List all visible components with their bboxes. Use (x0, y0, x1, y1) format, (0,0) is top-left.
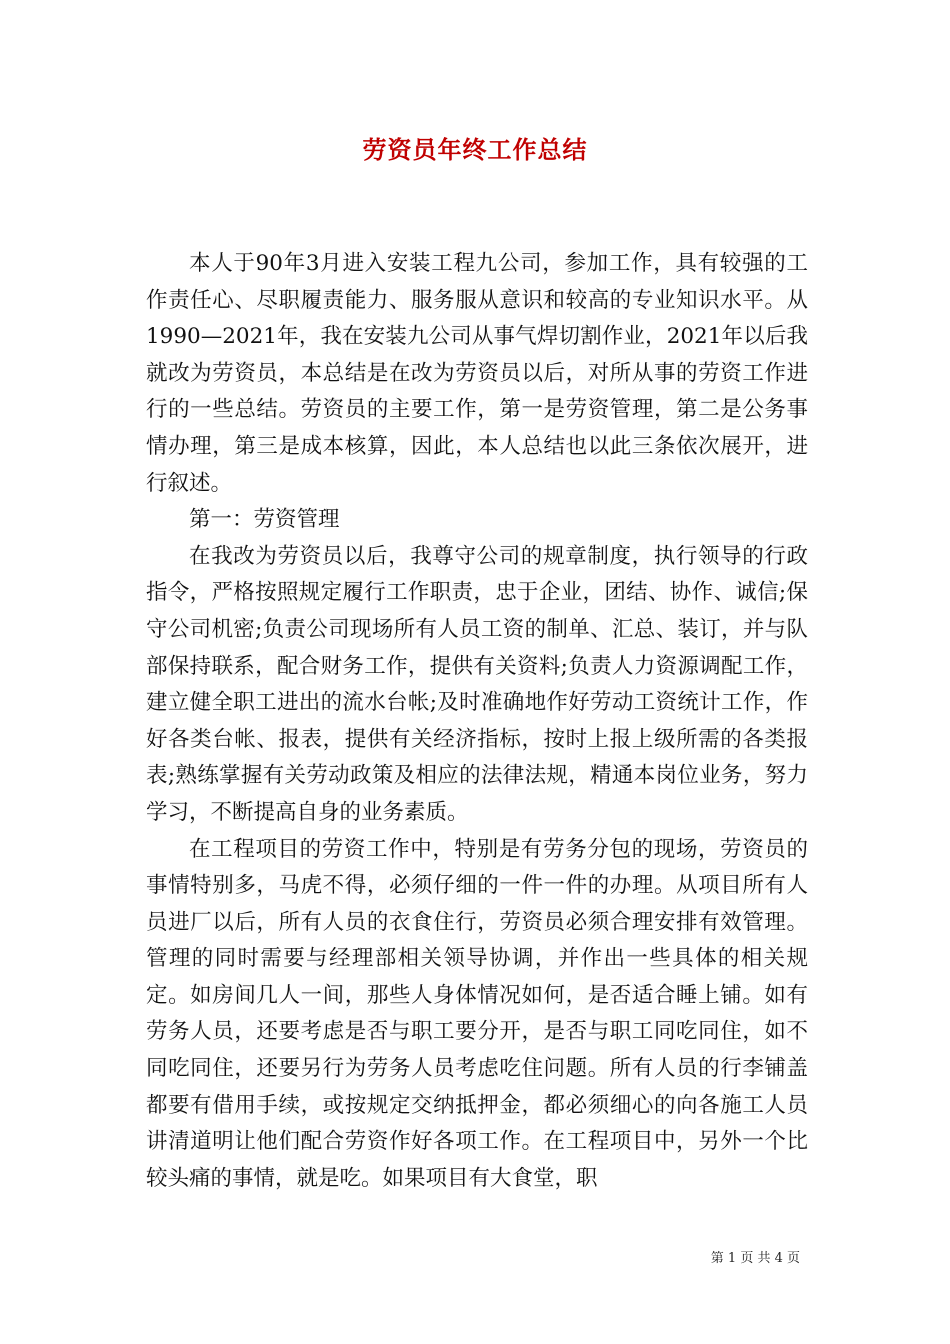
page-number-footer: 第 1 页 共 4 页 (710, 1251, 800, 1266)
paragraph-project-work: 在工程项目的劳资工作中，特别是有劳务分包的现场，劳资员的事情特别多，马虎不得，必须仔细的一件一件的办理。从项目所有人员进厂以后，所有人员的衣食住行，劳资员必须合理安排有效管理。管理的同时需要与经理部相关领导协调，并作出一些具体的相关规定。如房间几人一间，那些人身体情况如何，是否适合睡上铺。如有劳务人员，还要考虑是否与职工要分开，是否与职工同吃同住，如不同吃同住，还要另行为劳务人员考虑吃住问题。所有人员的行李铺盖都要有借用手续，或按规定交纳抵押金，都必须细心的向各施工人员讲清道明让他们配合劳资作好各项工作。在工程项目中，另外一个比较头痛的事情，就是吃。如果项目有大食堂，职 (146, 836, 808, 1191)
paragraph-intro: 本人于90年3月进入安装工程九公司，参加工作，具有较强的工作责任心、尽职履责能力、服务服从意识和较高的专业知识水平。从1990—2021年，我在安装九公司从事气焊切割作业，2021年以后我就改为劳资员，本总结是在改为劳资员以后，对所从事的劳资工作进行的一些总结。劳资员的主要工作，第一是劳资管理，第二是公务事情办理，第三是成本核算，因此，本人总结也以此三条依次展开，进行叙述。 (146, 251, 808, 496)
section-heading-labor-management: 第一：劳资管理 (189, 507, 340, 533)
paragraph-duties: 在我改为劳资员以后，我尊守公司的规章制度，执行领导的行政指令，严格按照规定履行工作职责，忠于企业，团结、协作、诚信;保守公司机密;负责公司现场所有人员工资的制单、汇总、装订，并与队部保持联系，配合财务工作，提供有关资料;负责人力资源调配工作，建立健全职工进出的流水台帐;及时准确地作好劳动工资统计工作，作好各类台帐、报表，提供有关经济指标，按时上报上级所需的各类报表;熟练掌握有关劳动政策及相应的法律法规，精通本岗位业务，努力学习，不断提高自身的业务素质。 (146, 543, 808, 825)
document-title: 劳资员年终工作总结 (362, 135, 588, 164)
document-body (146, 246, 808, 1197)
